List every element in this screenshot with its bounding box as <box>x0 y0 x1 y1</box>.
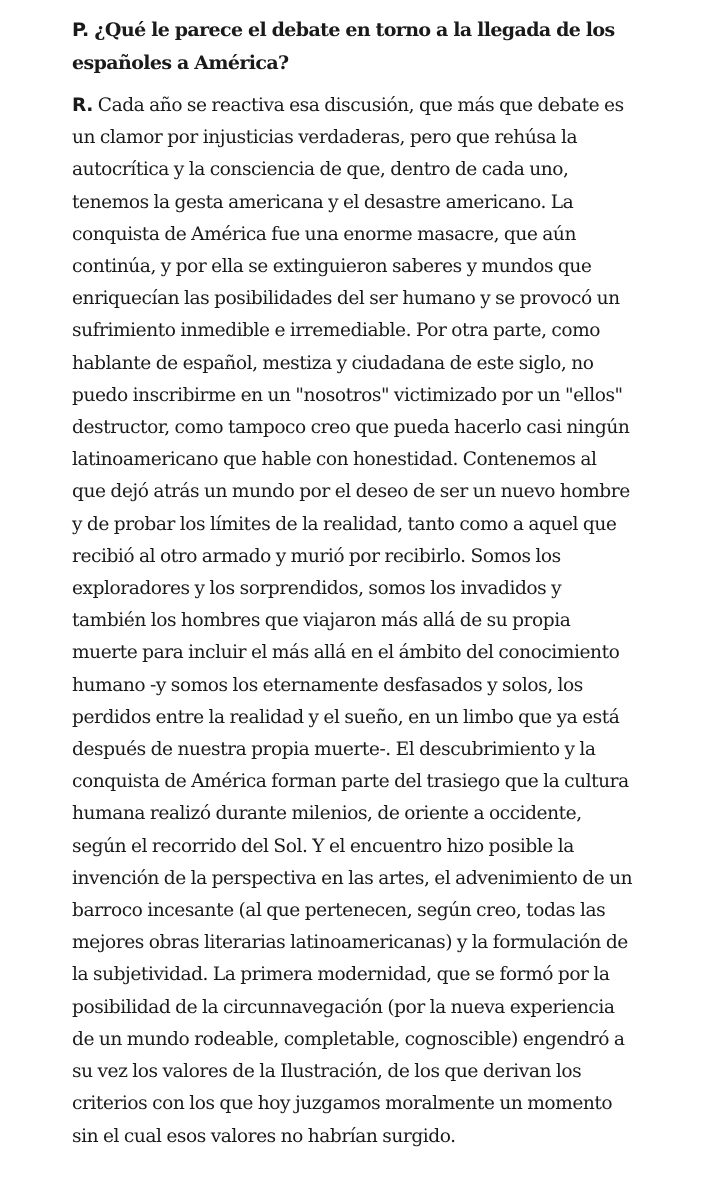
answer-marker: R. <box>72 95 93 116</box>
answer-line: y de probar los límites de la realidad, tanto como a aquel que <box>72 513 617 535</box>
answer-text: Cada año se reactiva esa discusión, que más que debate es <box>92 95 624 116</box>
answer-line: autocrítica y la consciencia de que, dentro de cada uno, <box>72 159 569 181</box>
answer-line <box>72 90 702 122</box>
question-text: ¿Qué le parece el debate en torno a la llegada de los <box>94 19 615 41</box>
answer-line: la subjetividad. La primera modernidad, que se formó por la <box>72 964 610 986</box>
answer-line: humana realizó durante milenios, de oriente a occidente, <box>72 803 582 825</box>
interview-excerpt <box>72 14 702 1153</box>
answer-line: conquista de América fue una enorme masacre, que aún <box>72 223 576 245</box>
answer-line: exploradores y los sorprendidos, somos los invadidos y <box>72 578 562 600</box>
answer-line: puedo inscribirme en un "nosotros" victimizado por un "ellos" <box>72 384 623 406</box>
answer-line: de un mundo rodeable, completable, cognoscible) engendró a <box>72 1028 625 1050</box>
answer-line: perdidos entre la realidad y el sueño, en un limbo que ya está <box>72 706 620 728</box>
answer-line: que dejó atrás un mundo por el deseo de ser un nuevo hombre <box>72 481 630 503</box>
answer-line: después de nuestra propia muerte-. El descubrimiento y la <box>72 739 596 761</box>
answer-line: recibió al otro armado y murió por recibirlo. Somos los <box>72 545 561 567</box>
question-line: españoles a América? <box>72 52 289 74</box>
answer-line: humano -y somos los eternamente desfasados y solos, los <box>72 674 583 696</box>
answer-line: tenemos la gesta americana y el desastre americano. La <box>72 191 574 213</box>
answer-line: criterios con los que hoy juzgamos moralmente un momento <box>72 1093 613 1115</box>
answer-line: destructor, como tampoco creo que pueda hacerlo casi ningún <box>72 417 630 439</box>
answer-line: barroco incesante (al que pertenecen, según creo, todas las <box>72 900 606 922</box>
answer-line: un clamor por injusticias verdaderas, pero que rehúsa la <box>72 127 578 149</box>
answer-line: sin el cual esos valores no habrían surgido. <box>72 1125 456 1147</box>
answer-line: enriquecían las posibilidades del ser humano y se provocó un <box>72 288 620 310</box>
answer-line: sufrimiento inmedible e irremediable. Por otra parte, como <box>72 320 601 342</box>
answer-line: según el recorrido del Sol. Y el encuentro hizo posible la <box>72 835 574 857</box>
answer-line: invención de la perspectiva en las artes, el advenimiento de un <box>72 867 633 889</box>
question-line <box>72 14 702 47</box>
answer-paragraph <box>72 90 702 1153</box>
question-marker: P. <box>72 19 89 41</box>
answer-line: su vez los valores de la Ilustración, de los que derivan los <box>72 1061 582 1083</box>
answer-line: continúa, y por ella se extinguieron saberes y mundos que <box>72 256 592 278</box>
question-paragraph <box>72 14 702 80</box>
answer-line: hablante de español, mestiza y ciudadana de este siglo, no <box>72 352 594 374</box>
answer-line: posibilidad de la circunnavegación (por la nueva experiencia <box>72 996 615 1018</box>
answer-line: conquista de América forman parte del trasiego que la cultura <box>72 771 629 793</box>
answer-line: mejores obras literarias latinoamericanas) y la formulación de <box>72 932 628 954</box>
answer-line: latinoamericano que hable con honestidad. Contenemos al <box>72 449 597 471</box>
answer-line: muerte para incluir el más allá en el ámbito del conocimiento <box>72 642 620 664</box>
answer-line: también los hombres que viajaron más allá de su propia <box>72 610 571 632</box>
